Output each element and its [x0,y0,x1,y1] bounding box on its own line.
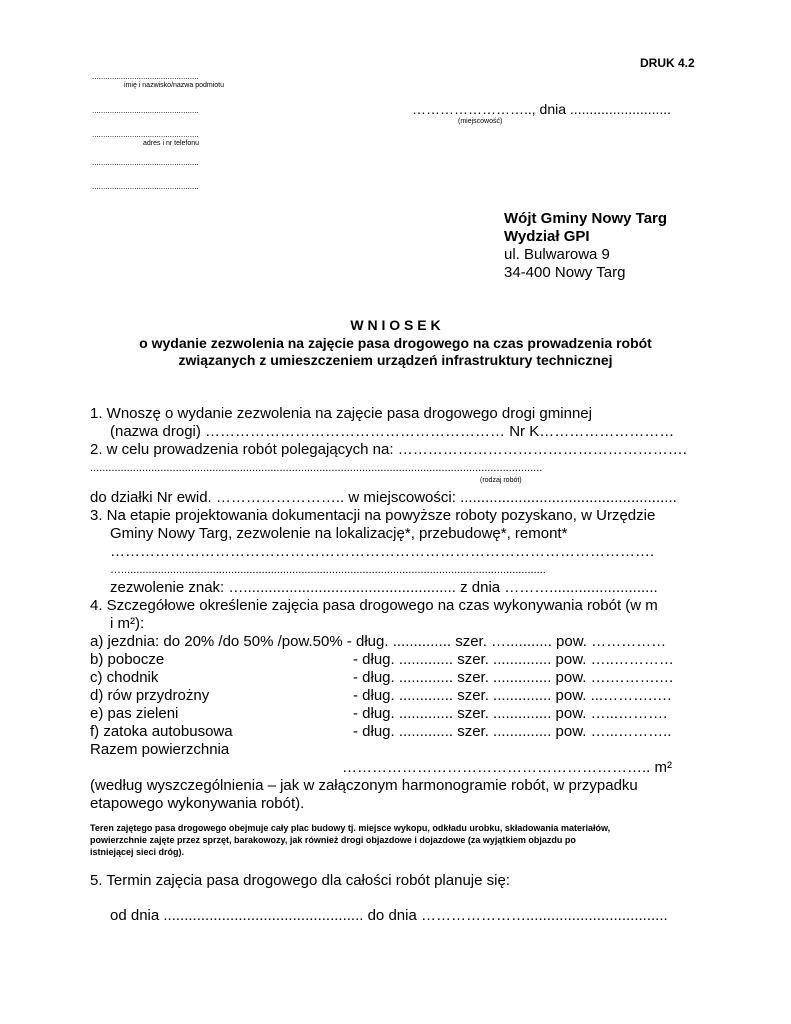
item4-row-pobocze-fields: - dług. ............. szer. .............. pow. …..………… [353,651,674,668]
item4-row-zatoka-fields: - dług. ............. szer. .............. pow. …...……….. [353,723,672,740]
area-note-line-1: Teren zajętego pasa drogowego obejmuje cały plac budowy tj. miejsce wykopu, odkładu urobku, składowania materiałów, [90,823,611,833]
recipient-line-2: Wydział GPI [504,228,590,245]
item4-note-line-2: etapowego wykonywania robót). [90,795,305,812]
place-date-line: …………………….., dnia .......................... [412,101,672,117]
item5-line-2: od dnia ................................................ do dnia ………………….................................. [110,907,668,924]
item3-line-1: 3. Na etapie projektowania dokumentacji na powyższe roboty pozyskano, w Urzędzie [90,507,656,524]
item4-row-row-label: d) rów przydrożny [90,687,210,704]
item4-row-pas-zieleni-label: e) pas zieleni [90,705,179,722]
area-note-line-3: istniejącej sieci dróg). [90,847,185,857]
item4-row-zatoka-label: f) zatoka autobusowa [90,723,233,740]
sender-name-line: ................................................ [92,72,199,81]
item4-row-chodnik-fields: - dług. ............. szer. .............. pow. ….……….… [353,669,674,686]
item3-line-4: …........................................................................................................................................... [110,564,546,576]
item4-row-chodnik-label: c) chodnik [90,669,159,686]
item2-line-1: 2. w celu prowadzenia robót polegających na: …………………………………………………. [90,441,687,458]
sender-address-line: ................................................ [92,130,199,139]
document-subtitle-1: o wydanie zezwolenia na zajęcie pasa drogowego na czas prowadzenia robót [139,335,652,351]
sender-line-5: ................................................ [92,182,199,191]
item4-row-row-fields: - dług. ............. szer. .............. pow. ...……….…. [353,687,672,704]
sender-line-4: ................................................ [92,158,199,167]
item3-line-3: ………………………………………………………………………………………………. [110,543,655,560]
sender-name-caption: imię i nazwisko/nazwa podmiotu [124,82,224,89]
item1-line-2: (nazwa drogi) …………………………………………………… Nr K……………………… [110,423,675,440]
item3-line-5: zezwolenie znak: …................................................... z dnia ……….......................... [110,579,658,596]
form-number: DRUK 4.2 [640,56,695,70]
recipient-line-3: ul. Bulwarowa 9 [504,246,610,263]
document-subtitle-2: związanych z umieszczeniem urządzeń infrastruktury technicznej [178,352,613,368]
item4-row-pobocze-label: b) pobocze [90,651,165,668]
item4-line-1: 4. Szczegółowe określenie zajęcia pasa drogowego na czas wykonywania robót (w m [90,597,658,614]
document-title: W N I O S E K [350,317,441,333]
place-caption: (miejscowość) [458,118,503,125]
recipient-line-1: Wójt Gminy Nowy Targ [504,210,668,227]
sender-line-2: ................................................ [92,106,199,115]
item2-caption: (rodzaj robót) [480,477,522,484]
item4-total-value: …………………………………………………….. m² [342,759,672,776]
item3-line-2: Gminy Nowy Targ, zezwolenie na lokalizację*, przebudowę*, remont* [110,525,568,542]
item4-row-pas-zieleni-fields: - dług. ............. szer. .............. pow. …...………. [353,705,668,722]
item2-dotted-line: .................................................................................................................................................... [90,462,543,474]
sender-address-caption: adres i nr telefonu [143,140,200,147]
area-note-line-2: powierzchnie zajęte przez sprzęt, barakowozy, jak również drogi objazdowe i dojazdowe (za wyjątkiem objazdu po [90,835,576,845]
item4-row-jezdnia: a) jezdnia: do 20% /do 50% /pow.50% - dług. .............. szer. …........... pow. …………… [90,633,667,650]
item4-total-label: Razem powierzchnia [90,741,230,758]
item1-line-1: 1. Wnoszę o wydanie zezwolenia na zajęcie pasa drogowego drogi gminnej [90,405,592,422]
item4-line-2: i m²): [110,615,145,632]
item2-line-3: do działki Nr ewid. …………………….. w miejscowości: .................................................... [90,489,677,506]
recipient-line-4: 34-400 Nowy Targ [504,264,626,281]
item4-note-line-1: (według wyszczególnienia – jak w załączonym harmonogramie robót, w przypadku [90,777,638,794]
item5-line-1: 5. Termin zajęcia pasa drogowego dla całości robót planuje się: [90,872,510,889]
